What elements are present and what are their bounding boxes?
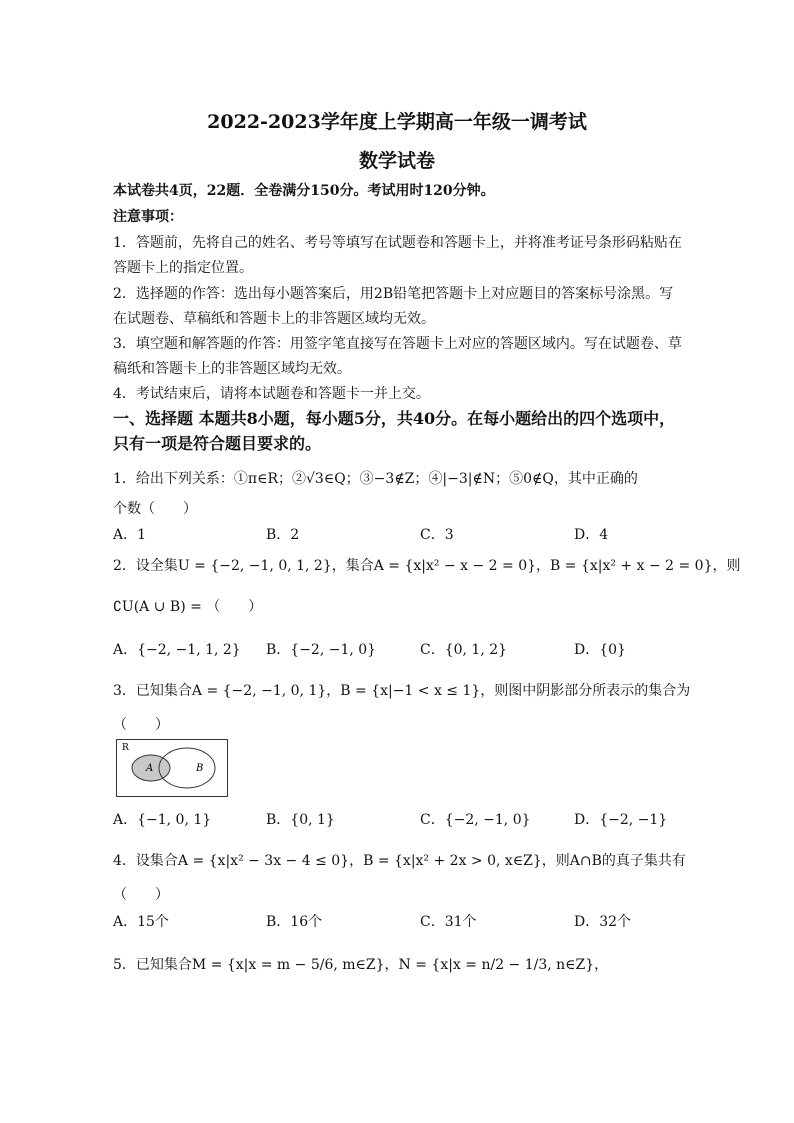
section-heading: 一、选择题 本题共8小题，每小题5分，共40分。在每小题给出的四个选项中， bbox=[113, 409, 676, 428]
q2-option-b: B．{−2, −1, 0} bbox=[266, 642, 377, 658]
q2-option-c: C．{0, 1, 2} bbox=[420, 642, 508, 658]
q3-option-b: B．{0, 1} bbox=[266, 812, 335, 828]
set-b-label: B bbox=[196, 763, 204, 774]
notice-line: 4．考试结束后，请将本试题卷和答题卡一并上交。 bbox=[113, 386, 430, 402]
question-5-stem: 5．已知集合M = {x|x = m − 5/6, m∈Z}，N = {x|x = n/2 − 1/3, n∈Z}， bbox=[113, 957, 609, 973]
q3-option-a: A．{−1, 0, 1} bbox=[113, 812, 212, 828]
intro-text: 本试卷共4页，22题．全卷满分150分。考试用时120分钟。 bbox=[113, 183, 495, 199]
q4-option-a: A．15个 bbox=[113, 914, 169, 930]
question-4-stem: 4．设集合A = {x|x² − 3x − 4 ≤ 0}，B = {x|x² + 2x > 0, x∈Z}，则A∩B的真子集共有 bbox=[113, 853, 686, 869]
q1-option-c: C．3 bbox=[420, 527, 454, 543]
question-4-stem-cont: （ ） bbox=[113, 887, 169, 903]
question-3-stem-cont: （ ） bbox=[113, 717, 169, 733]
q1-option-d: D．4 bbox=[574, 527, 609, 543]
universe-label: R bbox=[122, 743, 129, 753]
venn-diagram bbox=[116, 739, 228, 797]
section-heading-cont: 只有一项是符合题目要求的。 bbox=[113, 434, 322, 453]
exam-title: 2022-2023学年度上学期高一年级一调考试 bbox=[207, 111, 587, 133]
exam-subtitle: 数学试卷 bbox=[358, 150, 435, 172]
q4-option-b: B．16个 bbox=[266, 914, 323, 930]
notice-heading: 注意事项： bbox=[113, 209, 183, 225]
q3-option-c: C．{−2, −1, 0} bbox=[420, 812, 531, 828]
q2-option-d: D．{0} bbox=[574, 642, 626, 658]
q1-option-b: B．2 bbox=[266, 527, 300, 543]
set-a-label: A bbox=[146, 763, 154, 774]
q4-option-d: D．32个 bbox=[574, 914, 632, 930]
notice-line: 2．选择题的作答：选出每小题答案后，用2B铅笔把答题卡上对应题目的答案标号涂黑。写 bbox=[113, 286, 674, 302]
notice-line: 稿纸和答题卡上的非答题区域均无效。 bbox=[113, 361, 351, 377]
question-1-stem-cont: 个数（ ） bbox=[113, 501, 197, 517]
q1-option-a: A．1 bbox=[113, 527, 147, 543]
notice-line: 1．答题前，先将自己的姓名、考号等填写在试题卷和答题卡上，并将准考证号条形码粘贴在 bbox=[113, 235, 682, 251]
q4-option-c: C．31个 bbox=[420, 914, 477, 930]
q3-option-d: D．{−2, −1} bbox=[574, 812, 668, 828]
venn-svg bbox=[117, 740, 227, 796]
question-3-stem: 3．已知集合A = {−2, −1, 0, 1}，B = {x|−1 < x ≤ 1}，则图中阴影部分所表示的集合为 bbox=[113, 683, 691, 699]
notice-line: 3．填空题和解答题的作答：用签字笔直接写在答题卡上对应的答题区域内。写在试题卷、草 bbox=[113, 336, 682, 352]
question-1-stem: 1．给出下列关系：①π∈R；②√3∈Q；③−3∉Z；④|−3|∉N；⑤0∉Q，其中正确的 bbox=[113, 471, 638, 487]
notice-line: 在试题卷、草稿纸和答题卡上的非答题区域均无效。 bbox=[113, 311, 435, 327]
question-2-stem: 2．设全集U = {−2, −1, 0, 1, 2}，集合A = {x|x² − x − 2 = 0}，B = {x|x² + x − 2 = 0}，则 bbox=[113, 558, 741, 574]
q2-option-a: A．{−2, −1, 1, 2} bbox=[113, 642, 241, 658]
notice-line: 答题卡上的指定位置。 bbox=[113, 260, 253, 276]
question-2-stem-cont: ∁U(A ∪ B) = （ ） bbox=[113, 599, 263, 615]
